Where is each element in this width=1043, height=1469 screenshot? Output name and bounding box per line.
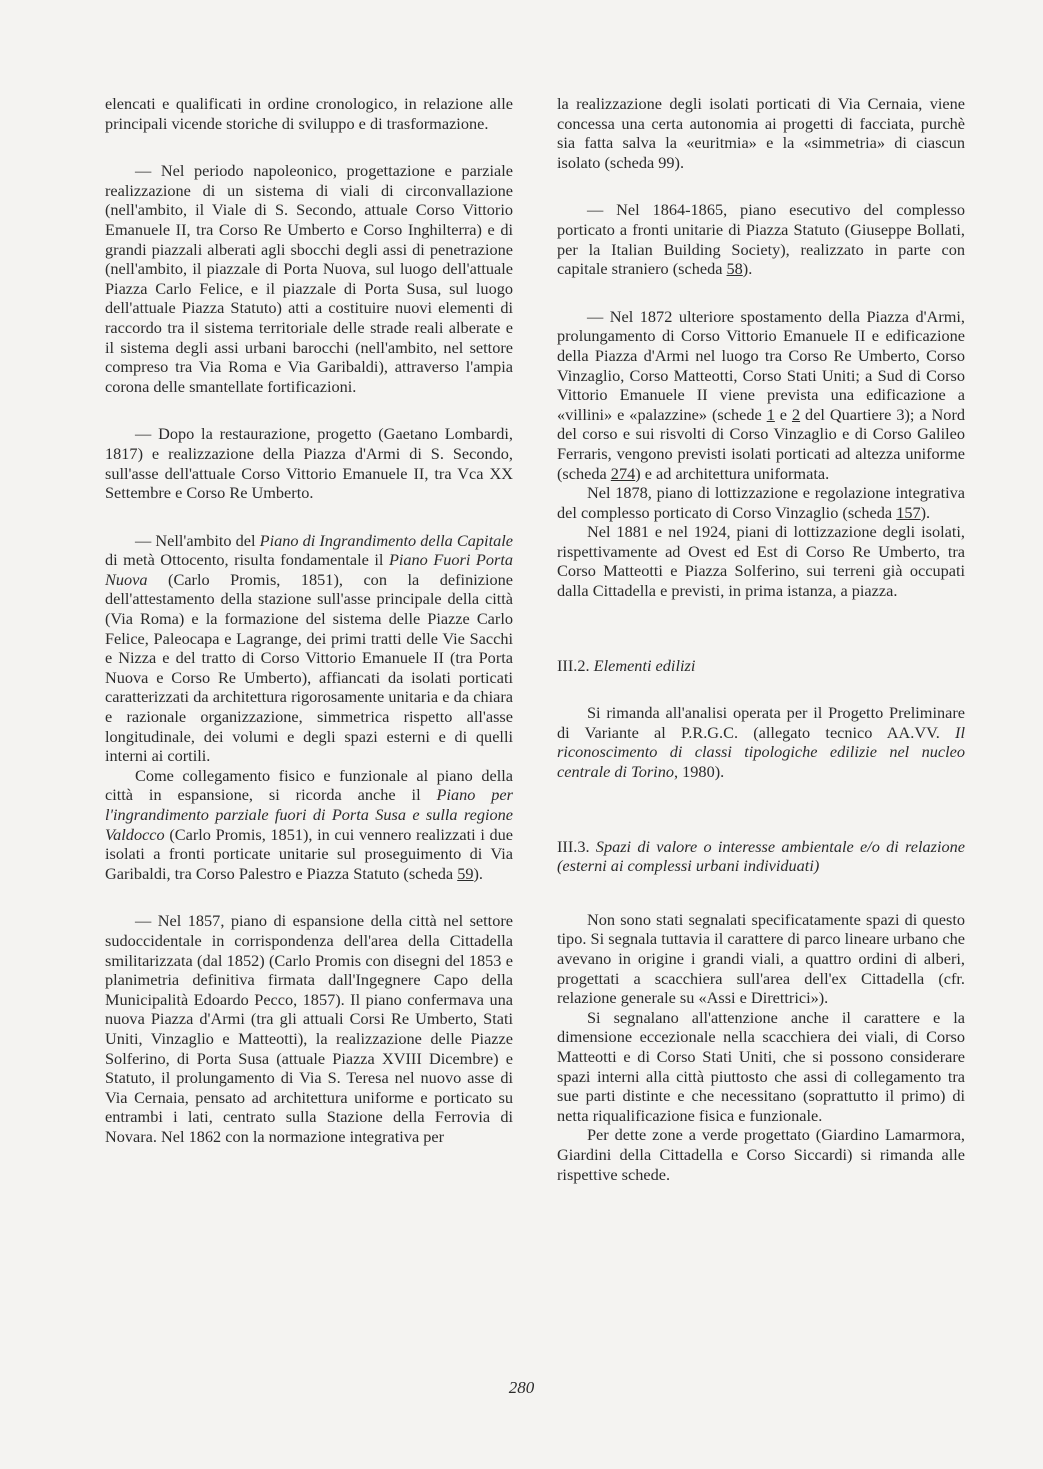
- paragraph: elencati e qualificati in ordine cronologico, in relazione alle principali vicende storiche di sviluppo e di trasformazione.: [105, 94, 513, 133]
- paragraph: — Dopo la restaurazione, progetto (Gaetano Lombardi, 1817) e realizzazione della Piazza d'Armi di S. Secondo, sull'asse dell'attuale Corso Vittorio Emanuele II, tra Vca XX Settembre e Corso Re Umberto.: [105, 424, 513, 503]
- text: — Nell'ambito del: [135, 530, 260, 550]
- text: e: [774, 404, 792, 424]
- paragraph: — Nel 1857, piano di espansione della città nel settore sudoccidentale in corrispondenza dell'area della Cittadella smilitarizzata (dal 1852) (Carlo Promis con disegni del 1853 e planimetria definitiva firmata dall'Ingegnere Capo della Municipalità Edoardo Pecco, 1857). Il piano confermava una nuova Piazza d'Armi (tra gli attuali Corsi Re Umberto, Stati Uniti, Vinzaglio e Matteotti), la realizzazione delle Piazze Solferino, di Porta Susa (attuale Piazza XVIII Dicembre) e Statuto, il prolungamento di Via S. Teresa nel nuovo asse di Via Cernaia, pensato ad architettura uniforme e porticato su entrambi i lati, centrato sulla Stazione della Ferrovia di Novara. Nel 1862 con la normazione integrativa per: [105, 911, 513, 1146]
- text: Come collegamento fisico e funzionale al piano della città in espansione, si ricorda anche il: [105, 765, 513, 805]
- text: del Quartiere 3); a Nord del corso e sui risvolti di Corso Vinzaglio e di Corso Galileo Ferraris, vengono previsti isolati porticati ad altezza uniforme (scheda: [557, 404, 966, 483]
- scheda-ref: 2: [791, 404, 801, 424]
- text: ).: [920, 502, 931, 522]
- text: ).: [473, 863, 483, 883]
- paragraph: [557, 703, 965, 781]
- text: — Nel 1864-1865, piano esecutivo del complesso porticato a fronti unitarie di Piazza Statuto (Giuseppe Bollati, per la Italian Building Society), realizzato in parte con capitale straniero (scheda: [557, 200, 965, 279]
- text: Si rimanda all'analisi operata per il Progetto Preliminare di Variante al P.R.G.C. (allegato tecnico AA.VV.: [557, 703, 965, 742]
- left-column: [105, 94, 513, 1147]
- paragraph: [557, 307, 965, 483]
- scheda-ref: 58: [726, 259, 743, 279]
- italic-title: Piano di Ingrandimento della Capitale: [259, 530, 513, 550]
- section-title: Spazi di valore o interesse ambientale e/o di relazione (esterni ai complessi urbani individuati): [557, 836, 965, 876]
- paragraph: la realizzazione degli isolati porticati di Via Cernaia, viene concessa una certa autonomia ai progetti di facciata, purchè sia fatta salva la «euritmia» e la «simmetria» di ciascun isolato (scheda 99).: [557, 94, 965, 172]
- section-title: Elementi edilizi: [593, 655, 696, 675]
- text: di metà Ottocento, risulta fondamentale il: [105, 550, 389, 570]
- section-number: III.3.: [557, 836, 596, 856]
- scheda-ref: 59: [457, 863, 474, 883]
- scheda-ref: 1: [766, 404, 775, 424]
- paragraph: [105, 531, 513, 766]
- text: (Carlo Promis, 1851), con la definizione dell'attestamento della stazione sull'asse principale della città (Via Roma) e la formazione del sistema delle Piazze Carlo Felice, Paleocapa e Lagrange, dei primi tratti delle Vie Sacchi e Nizza e del tratto di Corso Vittorio Emanuele II (tra Porta Nuova e Corso Re Umberto), affiancati da isolati porticati caratterizzati da architettura rigorosamente unitaria e da chiara e razionale organizzazione, simmetrica rispetto all'asse longitudinale, dei volumi e degli spazi esterni e di quelli interni ai cortili.: [105, 569, 513, 766]
- right-column: [557, 94, 965, 1184]
- paragraph: Nel 1881 e nel 1924, piani di lottizzazione degli isolati, rispettivamente ad Ovest ed Est di Corso Re Umberto, tra Corso Matteotti e Piazza Solferino, sui terreni già occupati dalla Cittadella e previsti, in prima istanza, a piazza.: [557, 522, 965, 601]
- text: Nel 1878, piano di lottizzazione e regolazione integrativa del complesso porticato di Corso Vinzaglio (scheda: [557, 483, 965, 522]
- paragraph: [557, 483, 965, 522]
- text: , 1980).: [674, 762, 725, 782]
- paragraph: [105, 766, 513, 884]
- paragraph: — Nel periodo napoleonico, progettazione e parziale realizzazione di un sistema di viali di circonvallazione (nell'ambito, il Viale di S. Secondo, attuale Corso Vittorio Emanuele II, tra Corso Re Umberto e Corso Inghilterra) e di grandi piazzali alberati agli sbocchi degli assi di penetrazione (nell'ambito, il piazzale di Porta Nuova, sul luogo dell'attuale Piazza Carlo Felice, e il piazzale di Porta Susa, sul luogo dell'attuale Piazza Statuto) atti a costituire nuovi elementi di raccordo tra il sistema territoriale delle strade reali alberate e il sistema degli assi urbani barocchi (nell'ambito, nel settore compreso tra Via Roma e Via Garibaldi), attraverso l'ampia corona delle smantellate fortificazioni.: [105, 161, 513, 396]
- page-number: 280: [508, 1378, 535, 1397]
- text: ).: [742, 259, 753, 279]
- scheda-ref: 157: [896, 502, 921, 522]
- text: (Carlo Promis, 1851), in cui vennero realizzati i due isolati a fronti porticate unitarie sul proseguimento di Via Garibaldi, tra Corso Palestro e Piazza Statuto (scheda: [105, 824, 513, 883]
- paragraph: Non sono stati segnalati specificatamente spazi di questo tipo. Si segnala tuttavia il carattere di parco lineare urbano che avevano in origine i grandi viali, a quattro ordini di alberi, progettati a scacchiera sull'area dell'ex Cittadella (cfr. relazione generale su «Assi e Direttrici»).: [557, 909, 965, 1008]
- section-heading: [557, 656, 965, 676]
- text: ) e ad architettura uniformata.: [635, 463, 830, 483]
- text: — Nel 1872 ulteriore spostamento della Piazza d'Armi, prolungamento di Corso Vittorio Emanuele II e edificazione della Piazza d'Armi nel luogo tra Corso Re Umberto, Corso Vinzaglio, Corso Matteotti, Corso Stati Uniti; a Sud di Corso Vittorio Emanuele II viene prevista una edificazione a «villini» e «palazzine» (schede: [557, 306, 965, 424]
- scheda-ref: 274: [610, 463, 636, 483]
- italic-title: Piano Fuori Porta Nuova: [105, 550, 514, 589]
- section-heading: [557, 837, 965, 876]
- italic-title: Il riconoscimento di classi tipologiche edilizie nel nucleo centrale di Torino: [557, 722, 965, 782]
- italic-title: Piano per l'ingrandimento parziale fuori di Porta Susa e sulla regione Valdocco: [105, 785, 513, 844]
- section-number: III.2.: [557, 655, 594, 675]
- paragraph: Per dette zone a verde progettato (Giardino Lamarmora, Giardini della Cittadella e Corso Siccardi) si rimanda alle rispettive schede.: [557, 1125, 965, 1184]
- paragraph: Si segnalano all'attenzione anche il carattere e la dimensione eccezionale nella scacchiera dei viali, di Corso Matteotti e di Corso Stati Uniti, che si possono considerare spazi interni alla città piuttosto che assi di collegamento tra sue parti distinte e che necessitano (soprattutto il primo) di netta riqualificazione fisica e funzionale.: [557, 1007, 965, 1125]
- paragraph: [557, 200, 965, 278]
